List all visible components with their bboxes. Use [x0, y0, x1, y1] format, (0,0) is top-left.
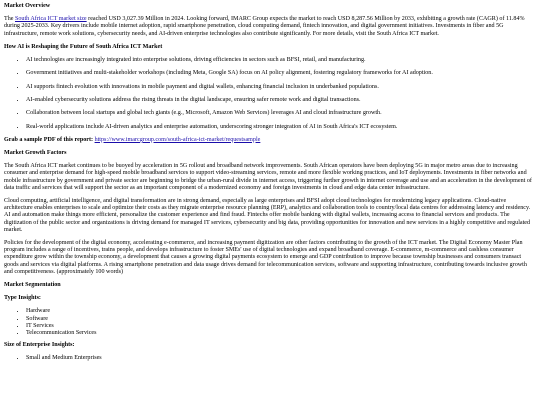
sample-pdf-link[interactable]: https://www.imarcgroup.com/south-africa-ict-market/requestsample	[94, 136, 261, 143]
enterprise-size-list	[4, 355, 536, 362]
sample-pdf-line	[4, 137, 536, 144]
growth-paragraph: Policies for the development of the digital economy, accelerating e-commerce, and increasing payment digitization are other factors contributing to the growth of the ICT market. The Digital Economy Master Plan program includes a range of incentives, trains people, and develops infrastructure to foster SMEs' use of digital technologies and expand broadband coverage. E-commerce, m-commerce and cashless consumer expenditure grow within the township economy, a development that causes a growing digital payments ecosystem to emerge and GDP contribution to improve because township businesses and consumers transact goods and services via digital platforms. A rising smartphone penetration and data usage drives demand for telecommunication services, software and supporting infrastructure, contributing towards inclusive growth and competitiveness. (approximately 100 words)	[4, 240, 527, 275]
type-item: • IT Services	[26, 323, 536, 330]
ai-bullet: • Real-world applications include AI-driven analytics and enterprise automation, underscoring stronger integration of AI in South Africa's ICT ecosystem.	[26, 124, 536, 131]
intro-prefix: The	[4, 16, 15, 23]
ai-bullet: • Government initiatives and multi-stakeholder workshops (including Meta, Google SA) focus on AI policy alignment, fostering regulatory frameworks for AI adoption.	[26, 70, 536, 77]
sample-pdf-label: Grab a sample PDF of this report:	[4, 136, 94, 143]
ai-section-heading: How AI is Reshaping the Future of South Africa ICT Market	[4, 43, 163, 50]
intro-rest: reached USD 3,027.39 Million in 2024. Looking forward, IMARC Group expects the market to reach USD 8,287.56 Million by 2033, exhibiting a growth rate (CAGR) of 11.84% during 2025-2033. Key drivers include mobile internet adoption, rapid smartphone penetration, cloud computing demand, fintech innovation, and digital government initiatives. Investments in fiber and 5G infrastructure, remote work solutions, cybersecurity needs, and AI-driven enterprise technologies also contribute significantly. For more details, visit the South Africa ICT market.	[4, 16, 525, 37]
market-size-link[interactable]: South Africa ICT market size	[15, 16, 87, 23]
ai-bullet: • AI supports fintech evolution with innovations in mobile payment and digital wallets, enhancing financial inclusion in underbanked populations.	[26, 84, 536, 91]
market-overview-paragraph	[4, 16, 536, 38]
ai-bullet: • AI technologies are increasingly integrated into enterprise solutions, driving efficiencies in sectors such as BFSI, retail, and manufacturing.	[26, 57, 536, 64]
type-item: • Software	[26, 316, 536, 323]
growth-paragraph: Cloud computing, artificial intelligence, and digital transformation are in strong demand, especially as large enterprises and BFSI adopt cloud technologies for modernizing legacy applications. Cloud-native architecture enables enterprises to scale and optimize their costs as they migrate enterprise resource planning (ERP), analytics and collaboration tools to country/local data centres for addressing latency and residency. AI and automation make things more efficient, personalize the customer experience and find fraud. Fintechs offer mobile banking with digital wallets, increasing access to financial services and products. The digitization of the public sector and organizations is driving demand for managed IT services, cybersecurity and big data, providing opportunities for innovation and new services in a highly competitive and regulated market.	[4, 198, 531, 233]
ai-bullet-list	[4, 57, 536, 131]
growth-paragraph: The South Africa ICT market continues to be buoyed by acceleration in 5G rollout and broadband network improvements. South African operators have been deploying 5G in major metro areas due to increasing consumer and enterprise demand for high-speed mobile broadband services to support video-streaming services, remote and more flexible working practices, and IoT deployments. Investments in fiber networks and mobile infrastructure by government and private sector are beginning to bridge the urban-rural divide in internet access, triggering further growth in internet coverage and use and an acceleration in the development of data traffic and services that will support the sector as an important component of a modernized economy and foreign investments in cloud and edge data center infrastructure.	[4, 163, 532, 191]
type-item: • Telecommunication Services	[26, 330, 536, 337]
ai-bullet: • AI-enabled cybersecurity solutions address the rising threats in the digital landscape, ensuring safer remote work and digital transactions.	[26, 97, 536, 104]
segmentation-heading: Market Segmentation	[4, 282, 61, 289]
type-item: • Hardware	[26, 308, 536, 315]
type-insights-heading: Type Insights:	[4, 295, 41, 302]
market-overview-heading: Market Overview	[4, 3, 51, 9]
type-list	[4, 308, 536, 337]
enterprise-size-heading: Size of Enterprise Insights:	[4, 342, 75, 349]
growth-factors-heading: Market Growth Factors	[4, 150, 67, 156]
enterprise-size-item: • Small and Medium Enterprises	[26, 355, 536, 362]
ai-bullet: • Collaboration between local startups and global tech giants (e.g., Microsoft, Amazon Web Services) leverages AI and cloud infrastructure growth.	[26, 110, 536, 117]
